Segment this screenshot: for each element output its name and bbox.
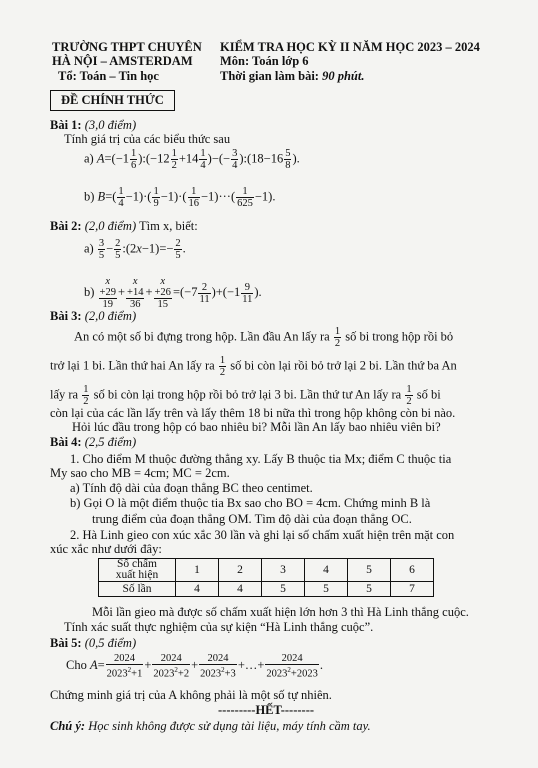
table-row-faces: [99, 559, 434, 582]
table-cell-count: 4: [219, 582, 262, 597]
table-header-faces-1: Số chấm: [117, 558, 157, 570]
q4-part1-line2: My sao cho MB = 4cm; MC = 2cm.: [50, 466, 230, 480]
q1-heading: [50, 118, 136, 133]
q5-title: Bài 5:: [50, 636, 82, 650]
q5-heading: [50, 636, 136, 651]
q1-intro: Tính giá trị của các biểu thức sau: [64, 132, 231, 146]
time-value: 90 phút.: [322, 69, 365, 83]
q3-line5: Hỏi lúc đầu trong hộp có bao nhiêu bi? Mỗi lần An lấy bao nhiêu viên bi?: [72, 420, 441, 434]
q4-part-b-line1: b) Gọi O là một điểm thuộc tia Bx sao cho BO = 4cm. Chứng minh B là: [70, 496, 431, 510]
table-cell-count: 5: [305, 582, 348, 597]
q2b-label: b): [84, 284, 95, 299]
q3-heading: [50, 309, 136, 324]
q3-line1-b: số bi trong hộp rồi bỏ: [345, 329, 454, 344]
q3-line2-a: trở lại 1 bi. Lần thứ hai An lấy ra: [50, 358, 215, 373]
q3-line3: lấy ra $\frac{1}{2}$ số bi còn lại trong hộp rồi bỏ trở lại 3 bi. Lần thứ tư An lấy ra $\frac{1}{2}$ số bi: [50, 384, 441, 407]
q3-line3-b: số bi còn lại trong hộp rồi bỏ trở lại 3 bi. Lần thứ tư An lấy ra: [93, 387, 402, 402]
table-cell-face: 2: [219, 559, 262, 582]
q5-statement: Chứng minh giá trị của A không phải là một số tự nhiên.: [50, 688, 332, 702]
q2-intro: Tìm x, biết:: [139, 219, 198, 233]
time-label-text: Thời gian làm bài:: [220, 69, 319, 83]
q4-part-a: a) Tính độ dài của đoạn thẳng BC theo centimet.: [70, 481, 313, 495]
footer-note-text: Học sinh không được sử dụng tài liệu, máy tính cầm tay.: [88, 719, 371, 733]
q4-part1-line1: 1. Cho điểm M thuộc đường thẳng xy. Lấy B thuộc tia Mx; điểm C thuộc tia: [70, 452, 452, 466]
q4-win-rule: Mỗi lần gieo mà được số chấm xuất hiện lớn hơn 3 thì Hà Linh thắng cuộc.: [92, 605, 469, 619]
q3-line2-b: số bi còn lại rồi bỏ trở lại 2 bi. Lần thứ ba An: [230, 358, 457, 373]
q1-title: Bài 1:: [50, 118, 82, 132]
department: Tổ: Toán – Tin học: [58, 69, 159, 83]
official-badge: ĐỀ CHÍNH THỨC: [50, 90, 175, 111]
q4-points: (2,5 điểm): [84, 435, 137, 449]
q1a-expression: a) A=(−1 $\frac{1}{6}$ ):(−12 $\frac{1}{2}$ +14 $\frac{1}{4}$ )−(− $\frac{3}{4}$ ):(18−16 $\frac{5}{8}$ ).: [84, 148, 300, 171]
q2b-equation: b) x +29 19 + x +14 36 + x +26 15 =(−7 $\frac{2}{11}$ )+(−1 $\frac{9}{11}$ ).: [84, 276, 262, 310]
q3-title: Bài 3:: [50, 309, 82, 323]
table-header-counts: Số lần: [99, 582, 176, 597]
q2a-equation: a) $\frac{3}{5}$ − $\frac{2}{5}$ :(2x−1)=− $\frac{2}{5}$ .: [84, 238, 186, 261]
school-name-line1: TRƯỜNG THPT CHUYÊN: [52, 40, 202, 54]
q5-points: (0,5 điểm): [84, 636, 137, 650]
table-header-faces-2: xuất hiện: [115, 569, 159, 581]
time-label: [220, 69, 364, 84]
school-name-line2: HÀ NỘI – AMSTERDAM: [52, 54, 193, 68]
q3-line3-a: lấy ra: [50, 387, 79, 402]
q3-line1-a: An có một số bi đựng trong hộp. Lần đầu An lấy ra: [74, 329, 330, 344]
table-cell-face: 4: [305, 559, 348, 582]
table-cell-count: 7: [391, 582, 434, 597]
q5-prefix: Cho: [66, 658, 87, 673]
table-cell-count: 4: [176, 582, 219, 597]
table-row-counts: [99, 582, 434, 597]
q4-part-b-line2: trung điểm của đoạn thẳng OM. Tìm độ dài của đoạn thẳng OC.: [92, 512, 412, 526]
q1-points: (3,0 điểm): [84, 118, 137, 132]
footer-note-label: Chú ý:: [50, 719, 86, 733]
q2-points: (2,0 điểm): [84, 219, 137, 233]
q2-heading: [50, 219, 198, 234]
q3-line2: trở lại 1 bi. Lần thứ hai An lấy ra $\frac{1}{2}$ số bi còn lại rồi bỏ trở lại 2 bi. Lần thứ ba An: [50, 355, 457, 378]
q2-title: Bài 2:: [50, 219, 82, 233]
q3-line1: An có một số bi đựng trong hộp. Lần đầu An lấy ra $\frac{1}{2}$ số bi trong hộp rồi bỏ: [74, 326, 454, 349]
exam-title: KIỂM TRA HỌC KỲ II NĂM HỌC 2023 – 2024: [220, 40, 480, 54]
q4-part2-line1: 2. Hà Linh gieo con xúc xắc 30 lần và ghi lại số chấm xuất hiện trên mặt con: [70, 528, 455, 542]
dice-results-table: [98, 558, 434, 597]
subject-label: Môn: Toán lớp 6: [220, 54, 309, 68]
q1b-label: b): [84, 189, 95, 204]
table-header-faces: [99, 559, 176, 582]
table-cell-face: 5: [348, 559, 391, 582]
table-cell-count: 5: [262, 582, 305, 597]
q3-points: (2,0 điểm): [84, 309, 137, 323]
q2a-label: a): [84, 241, 94, 256]
q1b-expression: b) B=( $\frac{1}{4}$ −1)·( $\frac{1}{9}$ −1)·( $\frac{1}{16}$ −1)···( $\frac{1}{625}$ −1).: [84, 186, 276, 209]
q3-line4: còn lại của các lần lấy trên và lấy thêm 18 bi nữa thì trong hộp không còn bi nào.: [50, 406, 456, 420]
q3-line3-c: số bi: [416, 387, 441, 402]
q5-expression: Cho A= $\frac{2024}{2023^2+1}$ + $\frac{2024}{2023^2+2}$ + $\frac{2024}{2023^2+3}$ +…+ $\frac{2024}{2023^2+2023}$ .: [66, 653, 323, 680]
table-cell-count: 5: [348, 582, 391, 597]
footer-note: [50, 719, 371, 734]
table-cell-face: 1: [176, 559, 219, 582]
q1a-label: a): [84, 151, 94, 166]
q4-part2-line2: xúc xắc như dưới đây:: [50, 542, 162, 556]
end-marker: ---------HẾT--------: [218, 703, 315, 717]
q4-heading: [50, 435, 136, 450]
table-cell-face: 3: [262, 559, 305, 582]
q4-probability-task: Tính xác suất thực nghiệm của sự kiện “Hà Linh thắng cuộc”.: [64, 620, 374, 634]
q4-title: Bài 4:: [50, 435, 82, 449]
table-cell-face: 6: [391, 559, 434, 582]
